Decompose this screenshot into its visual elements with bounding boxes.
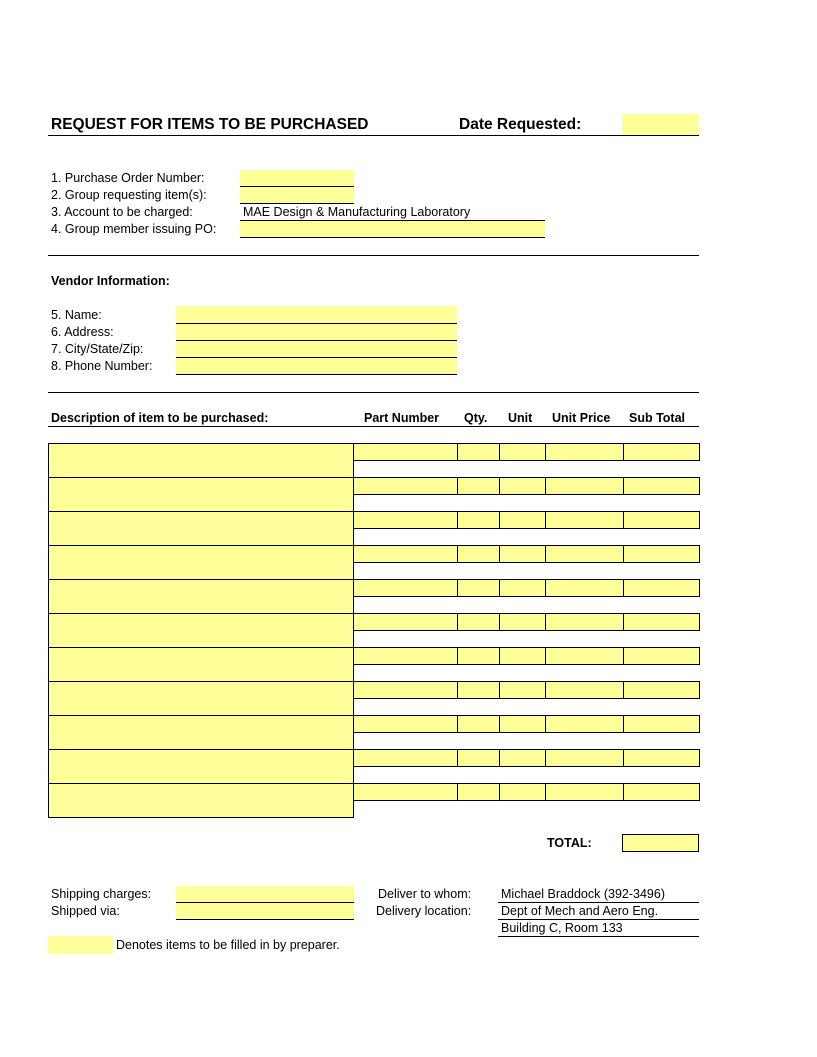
item-unit-field[interactable]	[499, 545, 546, 563]
item-qty-field[interactable]	[457, 783, 500, 801]
item-unit-field[interactable]	[499, 783, 546, 801]
item-unit-price-field[interactable]	[545, 749, 624, 767]
delivery-location-line1: Dept of Mech and Aero Eng.	[501, 904, 659, 918]
deliver-to-whom-underline	[498, 902, 699, 903]
item-part-number-field[interactable]	[353, 477, 458, 495]
group-member-label: 4. Group member issuing PO:	[51, 222, 217, 236]
shipped-via-field[interactable]	[176, 903, 354, 919]
table-header-underline	[48, 426, 699, 427]
item-qty-field[interactable]	[457, 477, 500, 495]
account-value: MAE Design & Manufacturing Laboratory	[243, 205, 471, 219]
po-number-label: 1. Purchase Order Number:	[51, 171, 205, 185]
vendor-phone-underline	[176, 374, 457, 375]
item-description-field[interactable]	[48, 681, 354, 716]
col-unit-price: Unit Price	[552, 411, 611, 425]
vendor-heading: Vendor Information:	[51, 274, 170, 288]
account-label: 3. Account to be charged:	[51, 205, 193, 219]
item-unit-field[interactable]	[499, 715, 546, 733]
item-description-field[interactable]	[48, 579, 354, 614]
item-unit-price-field[interactable]	[545, 647, 624, 665]
item-description-field[interactable]	[48, 715, 354, 750]
item-part-number-field[interactable]	[353, 545, 458, 563]
item-unit-price-field[interactable]	[545, 545, 624, 563]
item-unit-price-field[interactable]	[545, 715, 624, 733]
item-unit-field[interactable]	[499, 511, 546, 529]
item-sub-total-field[interactable]	[623, 749, 700, 767]
item-sub-total-field[interactable]	[623, 511, 700, 529]
legend-text: Denotes items to be filled in by preparer.	[116, 938, 340, 952]
item-sub-total-field[interactable]	[623, 443, 700, 461]
item-unit-price-field[interactable]	[545, 477, 624, 495]
item-qty-field[interactable]	[457, 545, 500, 563]
item-part-number-field[interactable]	[353, 647, 458, 665]
deliver-to-whom-label: Deliver to whom:	[378, 887, 472, 901]
item-sub-total-field[interactable]	[623, 613, 700, 631]
vendor-phone-label: 8. Phone Number:	[51, 359, 153, 373]
group-requesting-label: 2. Group requesting item(s):	[51, 188, 207, 202]
vendor-name-field[interactable]	[176, 306, 457, 323]
date-requested-field[interactable]	[622, 114, 699, 135]
item-qty-field[interactable]	[457, 511, 500, 529]
item-part-number-field[interactable]	[353, 613, 458, 631]
delivery-location-underline-2	[498, 936, 699, 937]
vendor-name-label: 5. Name:	[51, 308, 102, 322]
col-unit: Unit	[508, 411, 533, 425]
delivery-location-label: Delivery location:	[376, 904, 472, 918]
item-sub-total-field[interactable]	[623, 715, 700, 733]
item-sub-total-field[interactable]	[623, 579, 700, 597]
item-qty-field[interactable]	[457, 749, 500, 767]
deliver-to-whom-value: Michael Braddock (392-3496)	[501, 887, 665, 901]
vendor-phone-field[interactable]	[176, 358, 457, 374]
form-title: REQUEST FOR ITEMS TO BE PURCHASED	[51, 116, 369, 133]
header-underline	[48, 135, 699, 136]
item-unit-price-field[interactable]	[545, 783, 624, 801]
group-requesting-field[interactable]	[240, 187, 354, 203]
item-part-number-field[interactable]	[353, 783, 458, 801]
item-sub-total-field[interactable]	[623, 545, 700, 563]
item-qty-field[interactable]	[457, 443, 500, 461]
col-qty: Qty.	[464, 411, 488, 425]
item-description-field[interactable]	[48, 545, 354, 580]
section-divider-1	[48, 255, 699, 256]
total-label: TOTAL:	[547, 836, 592, 850]
shipped-via-underline	[176, 919, 354, 920]
item-description-field[interactable]	[48, 647, 354, 682]
item-sub-total-field[interactable]	[623, 681, 700, 699]
item-qty-field[interactable]	[457, 681, 500, 699]
group-member-field[interactable]	[240, 221, 545, 237]
item-description-field[interactable]	[48, 443, 354, 478]
item-unit-field[interactable]	[499, 443, 546, 461]
item-sub-total-field[interactable]	[623, 477, 700, 495]
item-unit-price-field[interactable]	[545, 443, 624, 461]
delivery-location-underline-1	[498, 919, 699, 920]
group-requesting-underline	[240, 203, 354, 204]
item-part-number-field[interactable]	[353, 681, 458, 699]
item-unit-field[interactable]	[499, 681, 546, 699]
item-sub-total-field[interactable]	[623, 647, 700, 665]
col-sub-total: Sub Total	[629, 411, 686, 425]
vendor-address-label: 6. Address:	[51, 325, 114, 339]
vendor-address-field[interactable]	[176, 324, 457, 340]
legend-swatch	[48, 936, 113, 954]
item-unit-price-field[interactable]	[545, 613, 624, 631]
item-description-field[interactable]	[48, 613, 354, 648]
shipping-charges-field[interactable]	[176, 886, 354, 902]
item-unit-field[interactable]	[499, 647, 546, 665]
item-description-field[interactable]	[48, 511, 354, 546]
col-description: Description of item to be purchased:	[51, 411, 269, 425]
item-part-number-field[interactable]	[353, 511, 458, 529]
col-part-number: Part Number	[364, 411, 440, 425]
item-part-number-field[interactable]	[353, 443, 458, 461]
total-field[interactable]	[622, 834, 699, 852]
item-unit-field[interactable]	[499, 749, 546, 767]
item-qty-field[interactable]	[457, 715, 500, 733]
item-unit-price-field[interactable]	[545, 681, 624, 699]
po-number-field[interactable]	[240, 170, 354, 186]
item-description-field[interactable]	[48, 749, 354, 784]
item-unit-price-field[interactable]	[545, 511, 624, 529]
group-member-underline	[240, 237, 545, 238]
item-part-number-field[interactable]	[353, 579, 458, 597]
item-unit-field[interactable]	[499, 477, 546, 495]
item-sub-total-field[interactable]	[623, 783, 700, 801]
date-requested-label: Date Requested:	[459, 116, 582, 133]
vendor-city-label: 7. City/State/Zip:	[51, 342, 144, 356]
item-qty-field[interactable]	[457, 647, 500, 665]
item-qty-field[interactable]	[457, 579, 500, 597]
item-unit-field[interactable]	[499, 613, 546, 631]
item-part-number-field[interactable]	[353, 715, 458, 733]
shipped-via-label: Shipped via:	[51, 904, 120, 918]
item-part-number-field[interactable]	[353, 749, 458, 767]
item-unit-field[interactable]	[499, 579, 546, 597]
section-divider-2	[48, 392, 699, 393]
item-description-field[interactable]	[48, 783, 354, 818]
item-unit-price-field[interactable]	[545, 579, 624, 597]
delivery-location-line2: Building C, Room 133	[501, 921, 623, 935]
shipping-charges-label: Shipping charges:	[51, 887, 152, 901]
vendor-city-field[interactable]	[176, 341, 457, 357]
item-description-field[interactable]	[48, 477, 354, 512]
item-qty-field[interactable]	[457, 613, 500, 631]
